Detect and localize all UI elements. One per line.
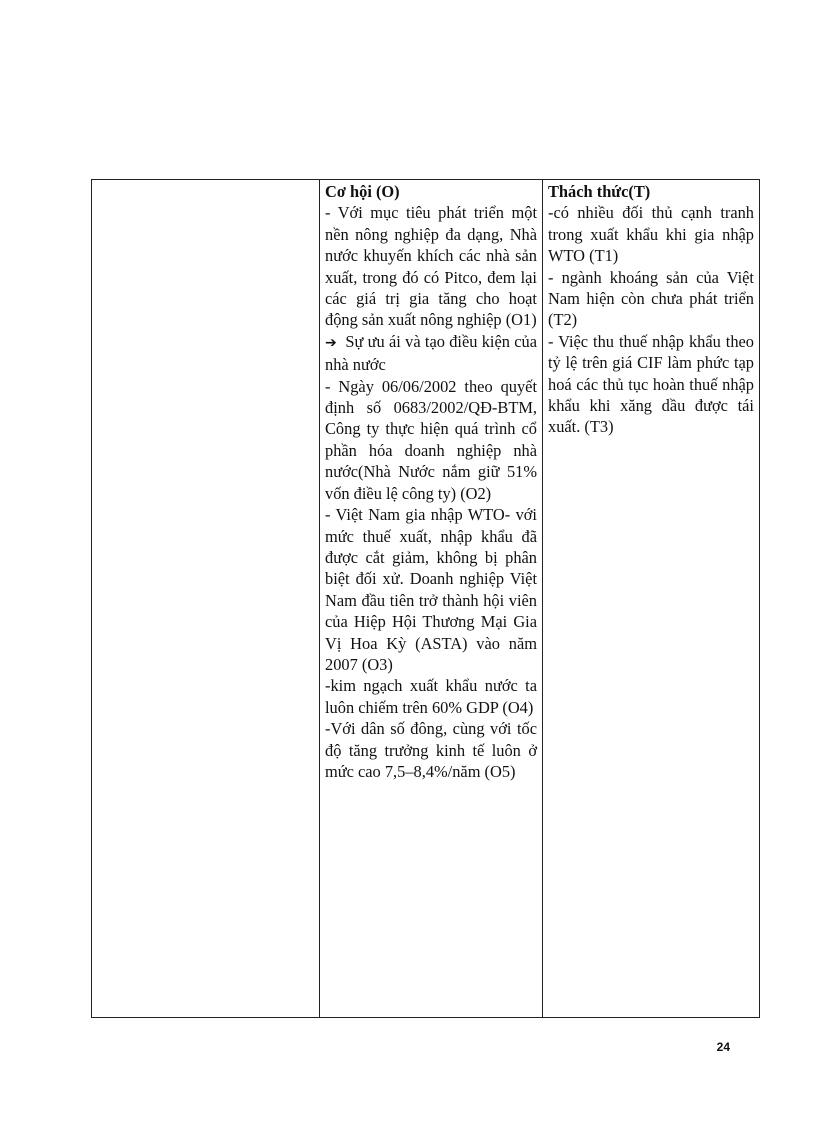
empty-cell xyxy=(92,180,320,1018)
opportunities-cell xyxy=(320,180,543,1018)
opportunity-o3: - Việt Nam gia nhập WTO- với mức thuế xuất, nhập khẩu đã được cắt giảm, không bị phân biệt đối xử. Doanh nghiệp Việt Nam đầu tiên trở thành hội viên của Hiệp Hội Thương Mại Gia Vị Hoa Kỳ (ASTA) vào năm 2007 (O3) xyxy=(325,505,537,674)
arrow-line xyxy=(325,331,537,376)
threats-cell xyxy=(543,180,760,1018)
table-row xyxy=(92,180,760,1018)
swot-table xyxy=(91,179,760,1018)
threat-t1: -có nhiều đối thủ cạnh tranh trong xuất khẩu khi gia nhập WTO (T1) xyxy=(548,203,754,266)
threat-t2: - ngành khoáng sản của Việt Nam hiện còn chưa phát triển (T2) xyxy=(548,267,754,330)
right-arrow-icon: ➔ xyxy=(325,334,337,351)
threat-t3: - Việc thu thuế nhập khẩu theo tỷ lệ trên giá CIF làm phức tạp hoá các thủ tục hoàn thuế nhập khẩu khi xăng dầu được tái xuất. (T3) xyxy=(548,331,754,437)
opportunities-heading: Cơ hội (O) xyxy=(325,182,400,201)
opportunity-o1: - Với mục tiêu phát triển một nền nông nghiệp đa dạng, Nhà nước khuyến khích các nhà sản xuất, trong đó có Pitco, đem lại các giá trị gia tăng cho hoạt động sản xuất nông nghiệp (O1) xyxy=(325,203,537,330)
page-number: 24 xyxy=(716,1040,730,1054)
opportunity-note: Sự ưu ái và tạo điều kiện của nhà nước xyxy=(325,331,537,375)
opportunity-o4: -kim ngạch xuất khẩu nước ta luôn chiếm trên 60% GDP (O4) xyxy=(325,676,537,717)
threats-heading: Thách thức(T) xyxy=(548,182,651,201)
opportunity-o5: -Với dân số đông, cùng với tốc độ tăng trưởng kinh tế luôn ở mức cao 7,5–8,4%/năm (O5) xyxy=(325,719,537,781)
opportunity-o2: - Ngày 06/06/2002 theo quyết định số 0683/2002/QĐ-BTM, Công ty thực hiện quá trình cổ phần hóa doanh nghiệp nhà nước(Nhà Nước nắm giữ 51% vốn điều lệ công ty) (O2) xyxy=(325,376,537,503)
